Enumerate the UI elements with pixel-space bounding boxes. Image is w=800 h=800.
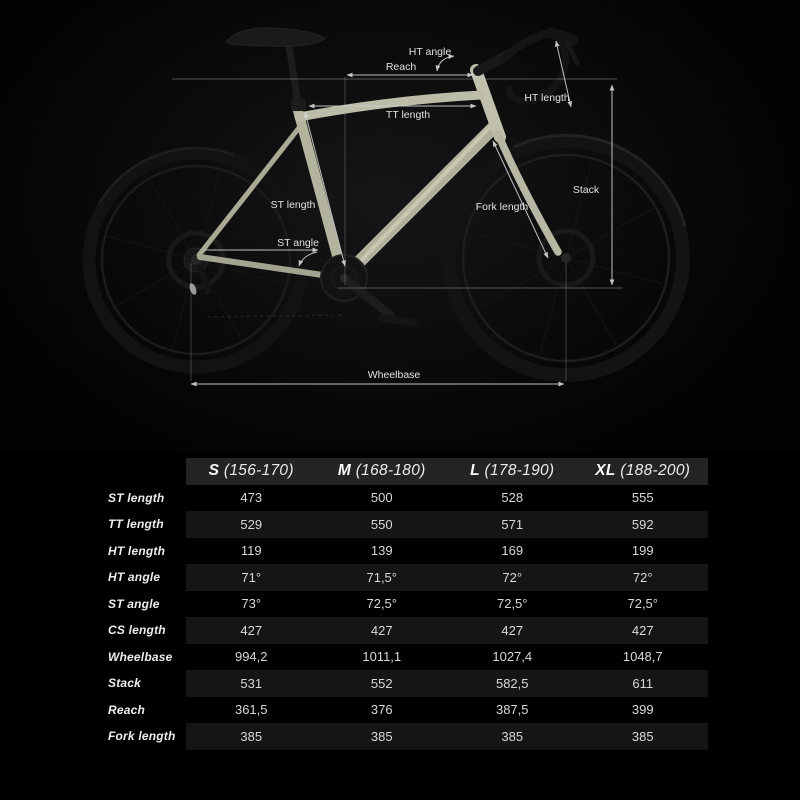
header-corner <box>108 458 186 485</box>
value-cell: 552 <box>370 675 393 691</box>
value-cell: 611 <box>632 675 654 691</box>
value-cell: 427 <box>370 622 393 638</box>
saddle <box>226 28 325 46</box>
value-cell: 199 <box>631 543 654 559</box>
table-row-cs-length <box>108 617 708 644</box>
table-row-tt-length <box>108 511 708 538</box>
value-cell: 387,5 <box>495 702 529 718</box>
size-range: (156-170) <box>223 462 294 480</box>
value-cell: 73° <box>241 596 262 612</box>
row-label: Fork length <box>108 729 176 744</box>
annotations <box>172 41 623 384</box>
table-row-st-length <box>108 485 708 512</box>
size-letter: XL <box>595 462 616 480</box>
value-cell: 376 <box>370 702 393 718</box>
value-cell: 119 <box>240 543 262 559</box>
row-label: ST angle <box>108 596 160 611</box>
column-header-xl <box>578 462 709 480</box>
table-row-ht-length <box>108 538 708 565</box>
label-reach: Reach <box>385 61 417 73</box>
column-header-m <box>317 462 448 480</box>
crankset <box>321 255 414 323</box>
label-ht-angle: HT angle <box>408 46 452 58</box>
row-label: Reach <box>108 702 146 717</box>
table-row-fork-length <box>108 723 708 750</box>
table-row-st-angle <box>108 591 708 618</box>
value-cell: 385 <box>370 728 393 744</box>
row-label: HT length <box>108 543 166 558</box>
value-cell: 72,5° <box>627 596 658 612</box>
column-header-l <box>447 462 578 480</box>
rear-wheel <box>89 148 303 367</box>
value-cell: 385 <box>240 728 263 744</box>
value-cell: 72° <box>502 569 523 585</box>
label-wheelbase: Wheelbase <box>367 369 421 381</box>
label-tt-length: TT length <box>385 109 431 121</box>
value-cell: 529 <box>240 516 263 532</box>
value-cell: 385 <box>501 728 524 744</box>
label-stack: Stack <box>572 184 600 196</box>
row-label: HT angle <box>108 570 161 585</box>
column-header-s <box>186 462 317 480</box>
size-range: (178-190) <box>484 462 555 480</box>
value-cell: 592 <box>631 516 654 532</box>
size-range: (168-180) <box>355 462 426 480</box>
value-cell: 582,5 <box>495 675 529 691</box>
geometry-table <box>108 458 708 750</box>
label-st-length: ST length <box>270 199 316 211</box>
value-cell: 169 <box>501 543 524 559</box>
size-range: (188-200) <box>620 462 691 480</box>
value-cell: 427 <box>240 622 263 638</box>
table-row-reach <box>108 697 708 724</box>
row-label: Stack <box>108 676 142 691</box>
value-cell: 361,5 <box>234 702 268 718</box>
value-cell: 72,5° <box>496 596 528 612</box>
value-cell: 550 <box>370 516 393 532</box>
table-row-wheelbase <box>108 644 708 671</box>
value-cell: 528 <box>501 490 524 506</box>
value-cell: 72° <box>632 569 653 585</box>
seatpost <box>289 46 299 110</box>
row-label: TT length <box>108 517 164 532</box>
value-cell: 427 <box>501 622 524 638</box>
front-wheel <box>449 135 685 375</box>
ht-angle-arc <box>437 56 454 71</box>
value-cell: 427 <box>631 622 654 638</box>
size-letter: S <box>208 462 220 480</box>
value-cell: 139 <box>370 543 393 559</box>
table-row-ht-angle <box>108 564 708 591</box>
label-fork-length: Fork length <box>475 201 529 213</box>
value-cell: 385 <box>631 728 654 744</box>
table-row-stack <box>108 670 708 697</box>
row-label: CS length <box>108 623 166 638</box>
value-cell: 71,5° <box>366 569 397 585</box>
value-cell: 473 <box>240 490 263 506</box>
value-cell: 571 <box>501 516 524 532</box>
table-header-row <box>108 458 708 485</box>
value-cell: 500 <box>370 490 393 506</box>
size-letter: M <box>337 462 352 480</box>
value-cell: 994,2 <box>234 649 268 665</box>
value-cell: 531 <box>240 675 263 691</box>
value-cell: 71° <box>241 569 262 585</box>
label-ht-length: HT length <box>524 92 570 104</box>
size-letter: L <box>470 462 480 480</box>
value-cell: 72,5° <box>366 596 397 612</box>
row-label: Wheelbase <box>108 649 173 664</box>
value-cell: 1048,7 <box>622 649 663 665</box>
value-cell: 399 <box>631 702 654 718</box>
value-cell: 1011,1 <box>362 649 402 665</box>
pedal <box>382 318 414 323</box>
label-st-angle: ST angle <box>277 237 319 249</box>
value-cell: 555 <box>631 490 654 506</box>
row-label: ST length <box>108 490 165 505</box>
value-cell: 1027,4 <box>492 649 533 665</box>
